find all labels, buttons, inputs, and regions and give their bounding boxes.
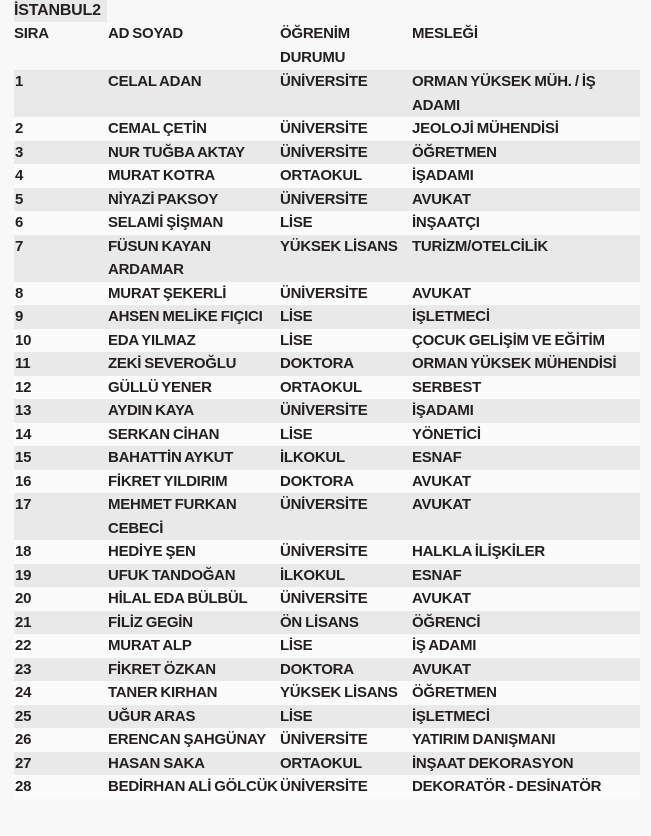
table-row: [14, 282, 640, 306]
cell-sira: 13: [14, 399, 108, 423]
cell-ogrenim_durumu: ORTAOKUL: [280, 164, 412, 188]
table-row: [14, 376, 640, 400]
cell-ogrenim_durumu: LİSE: [280, 305, 412, 329]
cell-meslegi: JEOLOJİ MÜHENDİSİ: [412, 117, 640, 141]
cell-meslegi: AVUKAT: [412, 658, 640, 682]
cell-meslegi: ÇOCUK GELİŞİM VE EĞİTİM: [412, 329, 640, 353]
cell-meslegi: İŞLETMECİ: [412, 705, 640, 729]
cell-sira: 17: [14, 493, 108, 540]
cell-meslegi: İŞLETMECİ: [412, 305, 640, 329]
cell-meslegi: AVUKAT: [412, 470, 640, 494]
cell-meslegi: ÖĞRETMEN: [412, 681, 640, 705]
cell-ad_soyad: CEMAL ÇETİN: [108, 117, 280, 141]
column-header-ad-soyad-label: AD SOYAD: [108, 25, 183, 42]
cell-sira: 1: [14, 70, 108, 117]
cell-ogrenim_durumu: LİSE: [280, 423, 412, 447]
column-header-meslegi-label: MESLEĞİ: [412, 25, 478, 42]
table-row: [14, 705, 640, 729]
cell-meslegi: AVUKAT: [412, 282, 640, 306]
cell-sira: 9: [14, 305, 108, 329]
table-row: [14, 752, 640, 776]
table-row: [14, 493, 640, 540]
cell-meslegi: TURİZM/OTELCİLİK: [412, 235, 640, 282]
cell-ogrenim_durumu: YÜKSEK LİSANS: [280, 235, 412, 282]
cell-meslegi: ORMAN YÜKSEK MÜHENDİSİ: [412, 352, 640, 376]
cell-sira: 27: [14, 752, 108, 776]
table-row: [14, 681, 640, 705]
table-row: [14, 728, 640, 752]
cell-ad_soyad: MURAT ALP: [108, 634, 280, 658]
cell-ogrenim_durumu: İLKOKUL: [280, 564, 412, 588]
cell-ogrenim_durumu: ÜNİVERSİTE: [280, 540, 412, 564]
cell-sira: 10: [14, 329, 108, 353]
cell-sira: 14: [14, 423, 108, 447]
cell-ogrenim_durumu: LİSE: [280, 634, 412, 658]
table-row: [14, 188, 640, 212]
cell-meslegi: İŞADAMI: [412, 399, 640, 423]
cell-ogrenim_durumu: ÜNİVERSİTE: [280, 493, 412, 540]
cell-ad_soyad: HEDİYE ŞEN: [108, 540, 280, 564]
sheet-title-row: [0, 0, 651, 22]
cell-sira: 3: [14, 141, 108, 165]
cell-sira: 23: [14, 658, 108, 682]
column-header-ogrenim-durumu-label: ÖĞRENİM DURUMU: [280, 25, 350, 66]
cell-ad_soyad: UĞUR ARAS: [108, 705, 280, 729]
cell-sira: 8: [14, 282, 108, 306]
table-header-row: [14, 22, 640, 70]
table-row: [14, 634, 640, 658]
table-row: [14, 446, 640, 470]
table-row: [14, 423, 640, 447]
column-header-sira: [14, 22, 108, 70]
cell-sira: 4: [14, 164, 108, 188]
cell-meslegi: AVUKAT: [412, 188, 640, 212]
candidate-table: [14, 22, 640, 799]
cell-sira: 24: [14, 681, 108, 705]
cell-ogrenim_durumu: ÜNİVERSİTE: [280, 775, 412, 799]
cell-ad_soyad: SERKAN CİHAN: [108, 423, 280, 447]
cell-meslegi: AVUKAT: [412, 493, 640, 540]
cell-ad_soyad: UFUK TANDOĞAN: [108, 564, 280, 588]
cell-meslegi: ÖĞRENCİ: [412, 611, 640, 635]
cell-ad_soyad: EDA YILMAZ: [108, 329, 280, 353]
cell-ad_soyad: FİKRET YILDIRIM: [108, 470, 280, 494]
cell-sira: 22: [14, 634, 108, 658]
cell-meslegi: ESNAF: [412, 446, 640, 470]
table-row: [14, 775, 640, 799]
cell-ad_soyad: SELAMİ ŞİŞMAN: [108, 211, 280, 235]
page-title: İSTANBUL2: [14, 0, 107, 22]
table-row: [14, 235, 640, 282]
cell-sira: 19: [14, 564, 108, 588]
cell-sira: 7: [14, 235, 108, 282]
cell-ad_soyad: AYDIN KAYA: [108, 399, 280, 423]
column-header-ad-soyad: [108, 22, 280, 70]
cell-meslegi: ÖĞRETMEN: [412, 141, 640, 165]
cell-ogrenim_durumu: ORTAOKUL: [280, 376, 412, 400]
table-row: [14, 564, 640, 588]
table-body: [14, 70, 640, 799]
cell-sira: 2: [14, 117, 108, 141]
cell-sira: 16: [14, 470, 108, 494]
cell-ad_soyad: CELAL ADAN: [108, 70, 280, 117]
cell-sira: 15: [14, 446, 108, 470]
cell-ad_soyad: GÜLLÜ YENER: [108, 376, 280, 400]
cell-meslegi: İNŞAAT DEKORASYON: [412, 752, 640, 776]
cell-sira: 5: [14, 188, 108, 212]
cell-meslegi: İŞ ADAMI: [412, 634, 640, 658]
cell-ogrenim_durumu: ÜNİVERSİTE: [280, 188, 412, 212]
cell-ogrenim_durumu: LİSE: [280, 705, 412, 729]
cell-ogrenim_durumu: ÜNİVERSİTE: [280, 282, 412, 306]
table-row: [14, 658, 640, 682]
table-row: [14, 540, 640, 564]
cell-ad_soyad: AHSEN MELİKE FIÇICI: [108, 305, 280, 329]
table-row: [14, 399, 640, 423]
cell-ad_soyad: ZEKİ SEVEROĞLU: [108, 352, 280, 376]
cell-sira: 12: [14, 376, 108, 400]
column-header-ogrenim-durumu: [280, 22, 412, 70]
cell-sira: 6: [14, 211, 108, 235]
cell-ogrenim_durumu: ÜNİVERSİTE: [280, 70, 412, 117]
cell-ogrenim_durumu: ÜNİVERSİTE: [280, 728, 412, 752]
cell-ogrenim_durumu: YÜKSEK LİSANS: [280, 681, 412, 705]
table-row: [14, 141, 640, 165]
table-row: [14, 117, 640, 141]
table-row: [14, 70, 640, 117]
cell-ogrenim_durumu: DOKTORA: [280, 352, 412, 376]
cell-ogrenim_durumu: ÜNİVERSİTE: [280, 141, 412, 165]
cell-ad_soyad: NİYAZİ PAKSOY: [108, 188, 280, 212]
cell-meslegi: İNŞAATÇI: [412, 211, 640, 235]
table-row: [14, 587, 640, 611]
table-row: [14, 305, 640, 329]
cell-meslegi: YÖNETİCİ: [412, 423, 640, 447]
cell-ogrenim_durumu: ORTAOKUL: [280, 752, 412, 776]
cell-ogrenim_durumu: LİSE: [280, 329, 412, 353]
cell-meslegi: YATIRIM DANIŞMANI: [412, 728, 640, 752]
cell-ogrenim_durumu: ÖN LİSANS: [280, 611, 412, 635]
cell-ad_soyad: MEHMET FURKAN CEBECİ: [108, 493, 280, 540]
cell-ad_soyad: FİKRET ÖZKAN: [108, 658, 280, 682]
cell-ogrenim_durumu: ÜNİVERSİTE: [280, 399, 412, 423]
cell-sira: 20: [14, 587, 108, 611]
column-header-sira-label: SIRA: [14, 25, 49, 42]
table-row: [14, 329, 640, 353]
cell-sira: 25: [14, 705, 108, 729]
table-header: [14, 22, 640, 70]
cell-ogrenim_durumu: DOKTORA: [280, 470, 412, 494]
cell-ad_soyad: ERENCAN ŞAHGÜNAY: [108, 728, 280, 752]
cell-ad_soyad: BAHATTİN AYKUT: [108, 446, 280, 470]
cell-ad_soyad: HİLAL EDA BÜLBÜL: [108, 587, 280, 611]
cell-ad_soyad: FİLİZ GEGİN: [108, 611, 280, 635]
cell-sira: 28: [14, 775, 108, 799]
cell-sira: 26: [14, 728, 108, 752]
cell-meslegi: ORMAN YÜKSEK MÜH. / İŞ ADAMI: [412, 70, 640, 117]
cell-ad_soyad: HASAN SAKA: [108, 752, 280, 776]
table-row: [14, 470, 640, 494]
cell-sira: 21: [14, 611, 108, 635]
cell-ogrenim_durumu: ÜNİVERSİTE: [280, 117, 412, 141]
cell-ad_soyad: MURAT ŞEKERLİ: [108, 282, 280, 306]
cell-ad_soyad: FÜSUN KAYAN ARDAMAR: [108, 235, 280, 282]
table-row: [14, 611, 640, 635]
cell-ad_soyad: TANER KIRHAN: [108, 681, 280, 705]
cell-ogrenim_durumu: LİSE: [280, 211, 412, 235]
cell-ad_soyad: NUR TUĞBA AKTAY: [108, 141, 280, 165]
cell-ad_soyad: MURAT KOTRA: [108, 164, 280, 188]
cell-ogrenim_durumu: ÜNİVERSİTE: [280, 587, 412, 611]
cell-meslegi: SERBEST: [412, 376, 640, 400]
table-row: [14, 352, 640, 376]
cell-ogrenim_durumu: DOKTORA: [280, 658, 412, 682]
cell-meslegi: AVUKAT: [412, 587, 640, 611]
cell-meslegi: İŞADAMI: [412, 164, 640, 188]
cell-sira: 18: [14, 540, 108, 564]
table-row: [14, 211, 640, 235]
cell-meslegi: HALKLA İLİŞKİLER: [412, 540, 640, 564]
cell-sira: 11: [14, 352, 108, 376]
cell-ogrenim_durumu: İLKOKUL: [280, 446, 412, 470]
cell-ad_soyad: BEDİRHAN ALİ GÖLCÜK: [108, 775, 280, 799]
column-header-meslegi: [412, 22, 640, 70]
table-row: [14, 164, 640, 188]
cell-meslegi: ESNAF: [412, 564, 640, 588]
cell-meslegi: DEKORATÖR - DESİNATÖR: [412, 775, 640, 799]
